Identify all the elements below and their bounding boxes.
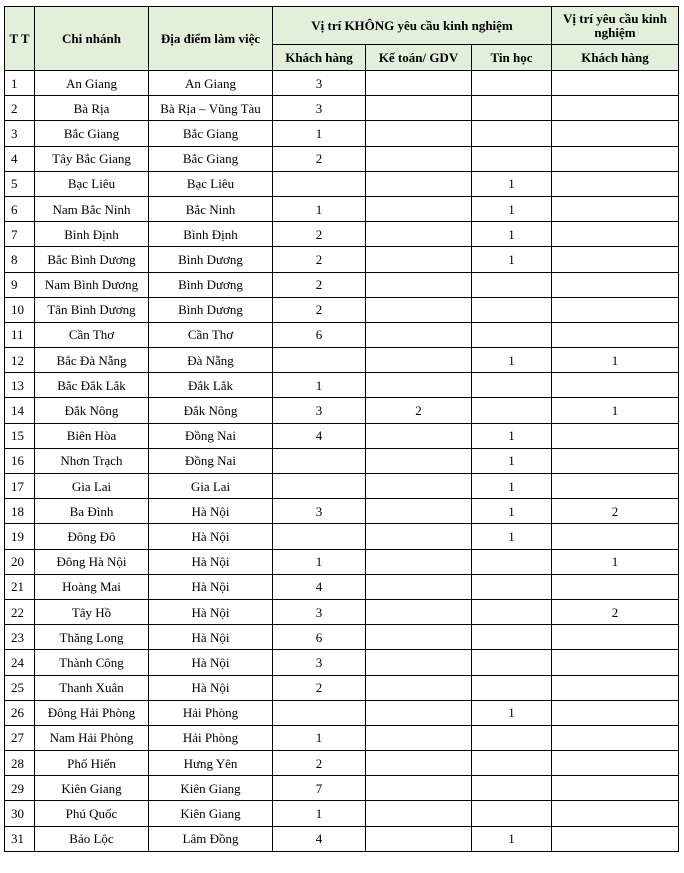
- branch-cell: Thăng Long: [35, 625, 149, 650]
- no-exp-customer-cell: [273, 474, 366, 499]
- branch-cell: Ba Đình: [35, 499, 149, 524]
- location-cell: Đắk Nông: [149, 398, 273, 423]
- no-exp-it-cell: [472, 675, 552, 700]
- no-exp-it-cell: [472, 599, 552, 624]
- no-exp-it-cell: [472, 650, 552, 675]
- no-exp-accounting-cell: [366, 146, 472, 171]
- location-cell: Cần Thơ: [149, 322, 273, 347]
- no-exp-accounting-cell: [366, 574, 472, 599]
- table-row: [5, 826, 679, 851]
- no-exp-it-cell: 1: [472, 171, 552, 196]
- no-exp-accounting-cell: [366, 801, 472, 826]
- no-exp-accounting-cell: [366, 826, 472, 851]
- table-row: [5, 398, 679, 423]
- table-row: [5, 146, 679, 171]
- branch-cell: Thanh Xuân: [35, 675, 149, 700]
- location-cell: Bình Định: [149, 222, 273, 247]
- location-cell: Bà Rịa – Vũng Tàu: [149, 96, 273, 121]
- no-exp-accounting-cell: [366, 222, 472, 247]
- branch-cell: Bắc Giang: [35, 121, 149, 146]
- no-exp-it-cell: 1: [472, 348, 552, 373]
- table-row: [5, 297, 679, 322]
- table-row: [5, 448, 679, 473]
- no-exp-accounting-cell: [366, 423, 472, 448]
- no-exp-accounting-cell: [366, 725, 472, 750]
- no-exp-customer-cell: 4: [273, 574, 366, 599]
- no-exp-it-cell: [472, 776, 552, 801]
- branch-cell: Phố Hiến: [35, 751, 149, 776]
- no-exp-it-cell: 1: [472, 423, 552, 448]
- branch-cell: Tây Bắc Giang: [35, 146, 149, 171]
- location-cell: Kiên Giang: [149, 776, 273, 801]
- table-row: [5, 121, 679, 146]
- no-exp-accounting-cell: [366, 675, 472, 700]
- row-number: 22: [5, 599, 35, 624]
- no-exp-it-cell: [472, 96, 552, 121]
- location-cell: Bạc Liêu: [149, 171, 273, 196]
- row-number: 28: [5, 751, 35, 776]
- no-exp-customer-cell: 3: [273, 599, 366, 624]
- exp-customer-cell: [552, 373, 679, 398]
- branch-cell: Tây Hồ: [35, 599, 149, 624]
- table-row: [5, 700, 679, 725]
- no-exp-it-cell: [472, 322, 552, 347]
- branch-cell: Gia Lai: [35, 474, 149, 499]
- location-cell: Gia Lai: [149, 474, 273, 499]
- table-row: [5, 776, 679, 801]
- no-exp-accounting-cell: [366, 776, 472, 801]
- table-row: [5, 499, 679, 524]
- no-exp-customer-cell: 3: [273, 96, 366, 121]
- branch-cell: Đông Hải Phòng: [35, 700, 149, 725]
- table-row: [5, 272, 679, 297]
- branch-cell: Phú Quốc: [35, 801, 149, 826]
- no-exp-it-cell: [472, 121, 552, 146]
- exp-customer-cell: [552, 297, 679, 322]
- location-cell: Hải Phòng: [149, 700, 273, 725]
- exp-customer-cell: [552, 700, 679, 725]
- row-number: 30: [5, 801, 35, 826]
- exp-customer-cell: [552, 247, 679, 272]
- no-exp-accounting-cell: [366, 549, 472, 574]
- no-exp-it-cell: [472, 801, 552, 826]
- table-row: [5, 650, 679, 675]
- no-exp-customer-cell: 3: [273, 71, 366, 96]
- branch-cell: An Giang: [35, 71, 149, 96]
- table-row: [5, 574, 679, 599]
- header-experience-group: Vị trí yêu cầu kinh nghiệm: [552, 7, 679, 45]
- table-row: [5, 675, 679, 700]
- branch-cell: Thành Công: [35, 650, 149, 675]
- no-exp-customer-cell: 1: [273, 801, 366, 826]
- location-cell: Hà Nội: [149, 650, 273, 675]
- no-exp-customer-cell: [273, 171, 366, 196]
- table-row: [5, 599, 679, 624]
- no-exp-it-cell: [472, 272, 552, 297]
- no-exp-it-cell: 1: [472, 524, 552, 549]
- row-number: 21: [5, 574, 35, 599]
- no-exp-customer-cell: 3: [273, 398, 366, 423]
- branch-cell: Nam Bình Dương: [35, 272, 149, 297]
- exp-customer-cell: [552, 146, 679, 171]
- no-exp-it-cell: 1: [472, 448, 552, 473]
- no-exp-it-cell: [472, 549, 552, 574]
- header-exp-customer: Khách hàng: [552, 45, 679, 71]
- no-exp-it-cell: [472, 297, 552, 322]
- row-number: 3: [5, 121, 35, 146]
- exp-customer-cell: [552, 524, 679, 549]
- table-row: [5, 222, 679, 247]
- no-exp-accounting-cell: [366, 96, 472, 121]
- no-exp-it-cell: [472, 574, 552, 599]
- row-number: 17: [5, 474, 35, 499]
- location-cell: Bình Dương: [149, 247, 273, 272]
- row-number: 20: [5, 549, 35, 574]
- exp-customer-cell: [552, 625, 679, 650]
- no-exp-accounting-cell: [366, 625, 472, 650]
- exp-customer-cell: [552, 574, 679, 599]
- location-cell: Hải Phòng: [149, 725, 273, 750]
- location-cell: Hà Nội: [149, 499, 273, 524]
- table-row: [5, 348, 679, 373]
- location-cell: Đồng Nai: [149, 448, 273, 473]
- branch-cell: Kiên Giang: [35, 776, 149, 801]
- header-no-exp-customer: Khách hàng: [273, 45, 366, 71]
- no-exp-accounting-cell: [366, 196, 472, 221]
- row-number: 25: [5, 675, 35, 700]
- table-row: [5, 71, 679, 96]
- row-number: 27: [5, 725, 35, 750]
- row-number: 7: [5, 222, 35, 247]
- location-cell: Đồng Nai: [149, 423, 273, 448]
- location-cell: Hưng Yên: [149, 751, 273, 776]
- row-number: 31: [5, 826, 35, 851]
- row-number: 19: [5, 524, 35, 549]
- exp-customer-cell: [552, 222, 679, 247]
- no-exp-accounting-cell: 2: [366, 398, 472, 423]
- table-row: [5, 524, 679, 549]
- no-exp-customer-cell: 2: [273, 297, 366, 322]
- no-exp-it-cell: [472, 625, 552, 650]
- row-number: 23: [5, 625, 35, 650]
- exp-customer-cell: [552, 448, 679, 473]
- branch-cell: Tân Bình Dương: [35, 297, 149, 322]
- row-number: 5: [5, 171, 35, 196]
- table-row: [5, 171, 679, 196]
- header-row-1: [5, 7, 679, 45]
- no-exp-customer-cell: 3: [273, 650, 366, 675]
- row-number: 13: [5, 373, 35, 398]
- row-number: 8: [5, 247, 35, 272]
- exp-customer-cell: 1: [552, 549, 679, 574]
- header-no-exp-accounting: Kế toán/ GDV: [366, 45, 472, 71]
- exp-customer-cell: 2: [552, 499, 679, 524]
- no-exp-it-cell: [472, 725, 552, 750]
- no-exp-it-cell: [472, 751, 552, 776]
- table-row: [5, 322, 679, 347]
- no-exp-customer-cell: 6: [273, 322, 366, 347]
- table-row: [5, 725, 679, 750]
- branch-cell: Biên Hòa: [35, 423, 149, 448]
- table-row: [5, 96, 679, 121]
- row-number: 11: [5, 322, 35, 347]
- branch-cell: Nam Hải Phòng: [35, 725, 149, 750]
- location-cell: Hà Nội: [149, 574, 273, 599]
- no-exp-accounting-cell: [366, 348, 472, 373]
- exp-customer-cell: [552, 801, 679, 826]
- no-exp-customer-cell: 2: [273, 222, 366, 247]
- branch-cell: Đắk Nông: [35, 398, 149, 423]
- no-exp-it-cell: 1: [472, 700, 552, 725]
- row-number: 16: [5, 448, 35, 473]
- no-exp-it-cell: 1: [472, 196, 552, 221]
- location-cell: Bắc Giang: [149, 146, 273, 171]
- location-cell: Bình Dương: [149, 272, 273, 297]
- exp-customer-cell: [552, 121, 679, 146]
- no-exp-it-cell: [472, 373, 552, 398]
- location-cell: Hà Nội: [149, 675, 273, 700]
- row-number: 24: [5, 650, 35, 675]
- branch-cell: Bình Định: [35, 222, 149, 247]
- exp-customer-cell: [552, 96, 679, 121]
- branch-cell: Đông Hà Nội: [35, 549, 149, 574]
- recruitment-table: [4, 6, 679, 852]
- branch-cell: Bắc Đắk Lắk: [35, 373, 149, 398]
- no-exp-customer-cell: 2: [273, 272, 366, 297]
- branch-cell: Cần Thơ: [35, 322, 149, 347]
- location-cell: Đắk Lắk: [149, 373, 273, 398]
- branch-cell: Đông Đô: [35, 524, 149, 549]
- no-exp-customer-cell: 2: [273, 751, 366, 776]
- exp-customer-cell: [552, 751, 679, 776]
- row-number: 12: [5, 348, 35, 373]
- exp-customer-cell: [552, 322, 679, 347]
- no-exp-customer-cell: [273, 700, 366, 725]
- exp-customer-cell: 2: [552, 599, 679, 624]
- location-cell: Bình Dương: [149, 297, 273, 322]
- exp-customer-cell: [552, 826, 679, 851]
- exp-customer-cell: [552, 423, 679, 448]
- no-exp-customer-cell: 1: [273, 549, 366, 574]
- no-exp-accounting-cell: [366, 121, 472, 146]
- location-cell: Hà Nội: [149, 524, 273, 549]
- branch-cell: Bạc Liêu: [35, 171, 149, 196]
- location-cell: Hà Nội: [149, 549, 273, 574]
- row-number: 14: [5, 398, 35, 423]
- no-exp-it-cell: 1: [472, 247, 552, 272]
- no-exp-customer-cell: 4: [273, 826, 366, 851]
- exp-customer-cell: [552, 474, 679, 499]
- no-exp-customer-cell: 1: [273, 725, 366, 750]
- header-location: Địa điểm làm việc: [149, 7, 273, 71]
- branch-cell: Hoàng Mai: [35, 574, 149, 599]
- row-number: 10: [5, 297, 35, 322]
- no-exp-it-cell: [472, 146, 552, 171]
- no-exp-accounting-cell: [366, 599, 472, 624]
- no-exp-accounting-cell: [366, 650, 472, 675]
- exp-customer-cell: [552, 272, 679, 297]
- no-exp-accounting-cell: [366, 448, 472, 473]
- no-exp-accounting-cell: [366, 322, 472, 347]
- no-exp-accounting-cell: [366, 373, 472, 398]
- location-cell: Hà Nội: [149, 625, 273, 650]
- row-number: 15: [5, 423, 35, 448]
- location-cell: Bắc Ninh: [149, 196, 273, 221]
- header-no-experience-group: Vị trí KHÔNG yêu cầu kinh nghiệm: [273, 7, 552, 45]
- exp-customer-cell: [552, 725, 679, 750]
- table-body: [5, 71, 679, 852]
- no-exp-accounting-cell: [366, 247, 472, 272]
- branch-cell: Bắc Bình Dương: [35, 247, 149, 272]
- no-exp-accounting-cell: [366, 71, 472, 96]
- branch-cell: Bà Rịa: [35, 96, 149, 121]
- no-exp-customer-cell: 2: [273, 247, 366, 272]
- no-exp-accounting-cell: [366, 272, 472, 297]
- no-exp-accounting-cell: [366, 499, 472, 524]
- no-exp-accounting-cell: [366, 524, 472, 549]
- exp-customer-cell: [552, 196, 679, 221]
- no-exp-customer-cell: 6: [273, 625, 366, 650]
- table-row: [5, 801, 679, 826]
- no-exp-customer-cell: 7: [273, 776, 366, 801]
- no-exp-accounting-cell: [366, 700, 472, 725]
- row-number: 9: [5, 272, 35, 297]
- row-number: 2: [5, 96, 35, 121]
- exp-customer-cell: [552, 171, 679, 196]
- no-exp-accounting-cell: [366, 474, 472, 499]
- no-exp-customer-cell: 1: [273, 373, 366, 398]
- exp-customer-cell: [552, 650, 679, 675]
- no-exp-customer-cell: [273, 448, 366, 473]
- header-branch: Chi nhánh: [35, 7, 149, 71]
- no-exp-it-cell: 1: [472, 499, 552, 524]
- no-exp-customer-cell: [273, 524, 366, 549]
- no-exp-accounting-cell: [366, 171, 472, 196]
- table-row: [5, 625, 679, 650]
- no-exp-customer-cell: [273, 348, 366, 373]
- branch-cell: Nhơn Trạch: [35, 448, 149, 473]
- no-exp-accounting-cell: [366, 751, 472, 776]
- location-cell: Đà Nẵng: [149, 348, 273, 373]
- no-exp-customer-cell: 4: [273, 423, 366, 448]
- location-cell: Hà Nội: [149, 599, 273, 624]
- row-number: 18: [5, 499, 35, 524]
- table-row: [5, 423, 679, 448]
- table-row: [5, 751, 679, 776]
- exp-customer-cell: [552, 776, 679, 801]
- no-exp-accounting-cell: [366, 297, 472, 322]
- exp-customer-cell: 1: [552, 348, 679, 373]
- no-exp-it-cell: 1: [472, 474, 552, 499]
- location-cell: Lâm Đồng: [149, 826, 273, 851]
- no-exp-customer-cell: 1: [273, 121, 366, 146]
- table-row: [5, 549, 679, 574]
- row-number: 29: [5, 776, 35, 801]
- row-number: 26: [5, 700, 35, 725]
- header-no-exp-it: Tin học: [472, 45, 552, 71]
- no-exp-customer-cell: 1: [273, 196, 366, 221]
- table-row: [5, 247, 679, 272]
- location-cell: Kiên Giang: [149, 801, 273, 826]
- exp-customer-cell: [552, 71, 679, 96]
- no-exp-customer-cell: 3: [273, 499, 366, 524]
- no-exp-it-cell: [472, 398, 552, 423]
- location-cell: Bắc Giang: [149, 121, 273, 146]
- row-number: 6: [5, 196, 35, 221]
- table-row: [5, 373, 679, 398]
- table-row: [5, 474, 679, 499]
- row-number: 4: [5, 146, 35, 171]
- exp-customer-cell: [552, 675, 679, 700]
- no-exp-customer-cell: 2: [273, 675, 366, 700]
- branch-cell: Bắc Đà Nẵng: [35, 348, 149, 373]
- header-tt: T T: [5, 7, 35, 71]
- branch-cell: Bảo Lộc: [35, 826, 149, 851]
- table-row: [5, 196, 679, 221]
- branch-cell: Nam Bắc Ninh: [35, 196, 149, 221]
- no-exp-it-cell: [472, 71, 552, 96]
- location-cell: An Giang: [149, 71, 273, 96]
- no-exp-it-cell: 1: [472, 826, 552, 851]
- exp-customer-cell: 1: [552, 398, 679, 423]
- row-number: 1: [5, 71, 35, 96]
- no-exp-customer-cell: 2: [273, 146, 366, 171]
- no-exp-it-cell: 1: [472, 222, 552, 247]
